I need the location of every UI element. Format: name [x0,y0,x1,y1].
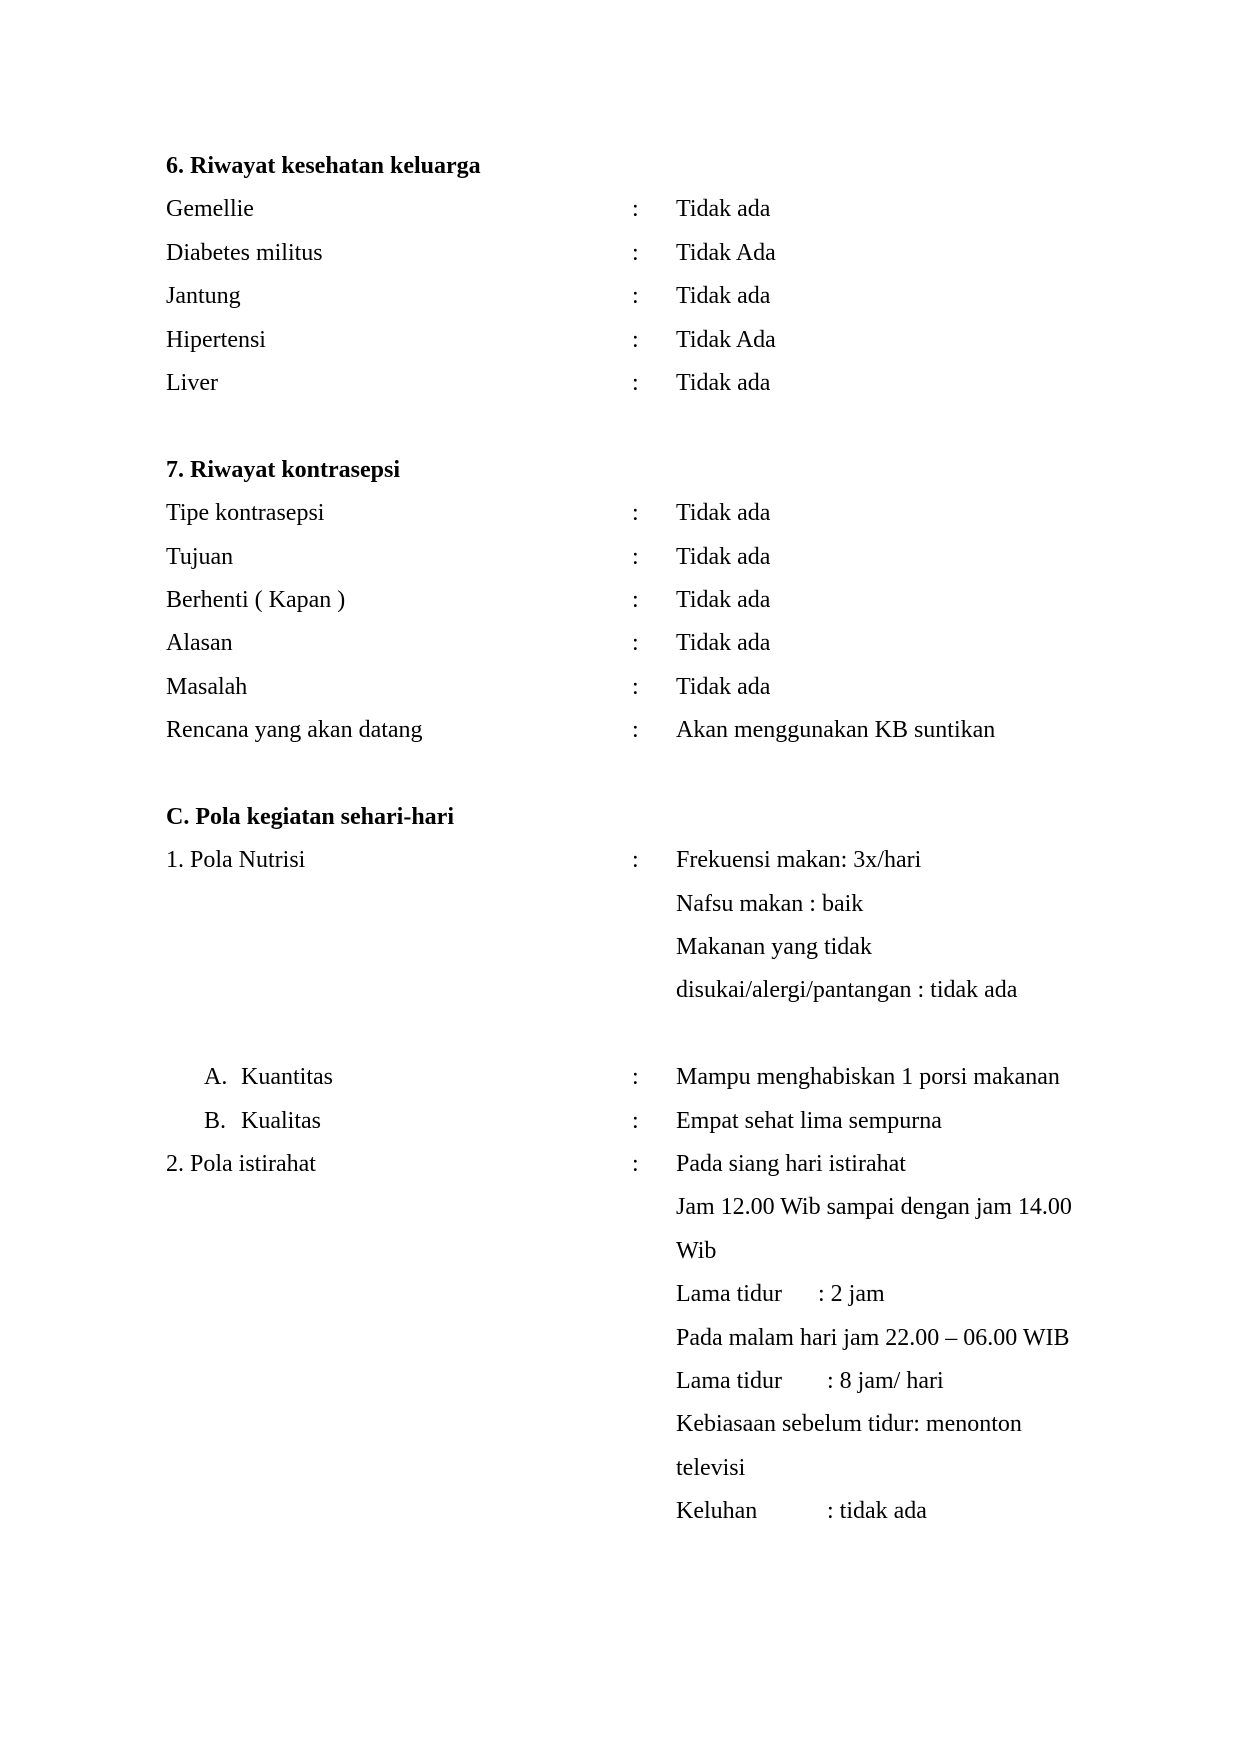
field-label-text: Kuantitas [241,1064,333,1091]
blank-line [166,1016,1106,1059]
colon-separator: : [632,283,639,310]
field-label: Berhenti ( Kapan ) [166,586,346,613]
field-label: Masalah [166,673,248,700]
table-row [166,191,1106,234]
blank-line [166,408,1106,451]
colon-separator: : [632,1150,639,1177]
field-label: Tujuan [166,543,234,570]
colon-separator: : [632,630,639,657]
value-line-lama-tidur-malam [676,1363,1106,1406]
table-row [166,582,1106,625]
document-page [166,148,1106,1537]
table-row-pola-nutrisi [166,842,1106,1016]
field-label: 1. Pola Nutrisi [166,847,306,874]
field-label-text: Kualitas [241,1107,321,1134]
colon-separator: : [632,500,639,527]
table-row [166,365,1106,408]
value-line: Makanan yang tidak [676,934,872,961]
colon-separator: : [632,1064,639,1091]
table-row [166,235,1106,278]
value-line: Pada siang hari istirahat [676,1150,906,1177]
field-value-block [676,842,1106,1016]
list-marker: B. [204,1107,227,1134]
colon-separator: : [632,196,639,223]
field-value: Mampu menghabiskan 1 porsi makanan [676,1064,1060,1091]
field-value-block [676,1146,1106,1537]
table-row [166,669,1106,712]
table-row [166,625,1106,668]
field-label: Alasan [166,630,233,657]
field-label [166,1103,632,1146]
field-label: Tipe kontrasepsi [166,500,325,527]
field-value: Tidak ada [676,369,771,396]
field-label: 2. Pola istirahat [166,1150,316,1177]
value-line-lama-tidur-siang [676,1276,1106,1319]
value-line-keluhan [676,1493,1106,1536]
field-label: Diabetes militus [166,239,323,266]
field-label: Hipertensi [166,326,266,353]
table-row-kualitas [166,1103,1106,1146]
table-row [166,712,1106,755]
table-row [166,278,1106,321]
value-line: televisi [676,1454,746,1481]
field-value: Tidak Ada [676,326,776,353]
value-line: Pada malam hari jam 22.00 – 06.00 WIB [676,1324,1070,1351]
field-value: Tidak ada [676,196,771,223]
field-label: Gemellie [166,196,254,223]
value-line: disukai/alergi/pantangan : tidak ada [676,977,1018,1004]
colon-separator: : [632,673,639,700]
field-label [166,1059,632,1102]
sub-value: : tidak ada [827,1498,927,1525]
value-line: Kebiasaan sebelum tidur: menonton [676,1411,1022,1438]
value-line: Wib [676,1237,717,1264]
field-label: Rencana yang akan datang [166,717,423,744]
sub-key: Lama tidur [676,1367,782,1394]
sub-value: : 8 jam/ hari [827,1367,944,1394]
sub-key: Lama tidur [676,1281,782,1308]
field-value: Tidak ada [676,630,771,657]
sub-value: : 2 jam [812,1281,885,1308]
colon-separator: : [632,326,639,353]
table-row-kuantitas [166,1059,1106,1102]
field-value: Tidak ada [676,543,771,570]
value-line: Nafsu makan : baik [676,890,864,917]
field-value: Tidak Ada [676,239,776,266]
colon-separator: : [632,847,639,874]
field-value: Tidak ada [676,500,771,527]
field-value: Tidak ada [676,586,771,613]
field-value: Empat sehat lima sempurna [676,1107,942,1134]
value-line: Jam 12.00 Wib sampai dengan jam 14.00 [676,1194,1072,1221]
field-label: Jantung [166,283,241,310]
field-value: Tidak ada [676,283,771,310]
field-value: Tidak ada [676,673,771,700]
colon-separator: : [632,717,639,744]
colon-separator: : [632,1107,639,1134]
colon-separator: : [632,543,639,570]
list-marker: A. [204,1064,228,1091]
table-row [166,495,1106,538]
value-line: Frekuensi makan: 3x/hari [676,847,922,874]
colon-separator: : [632,369,639,396]
section-heading-pola-kegiatan: C. Pola kegiatan sehari-hari [166,803,454,830]
section-heading-riwayat-keluarga: 6. Riwayat kesehatan keluarga [166,153,481,179]
sub-key: Keluhan [676,1498,758,1525]
table-row [166,539,1106,582]
table-row [166,322,1106,365]
field-label: Liver [166,369,218,396]
colon-separator: : [632,239,639,266]
table-row-pola-istirahat [166,1146,1106,1537]
field-value: Akan menggunakan KB suntikan [676,717,996,744]
blank-line [166,755,1106,798]
section-heading-riwayat-kontrasepsi: 7. Riwayat kontrasepsi [166,456,401,483]
colon-separator: : [632,586,639,613]
